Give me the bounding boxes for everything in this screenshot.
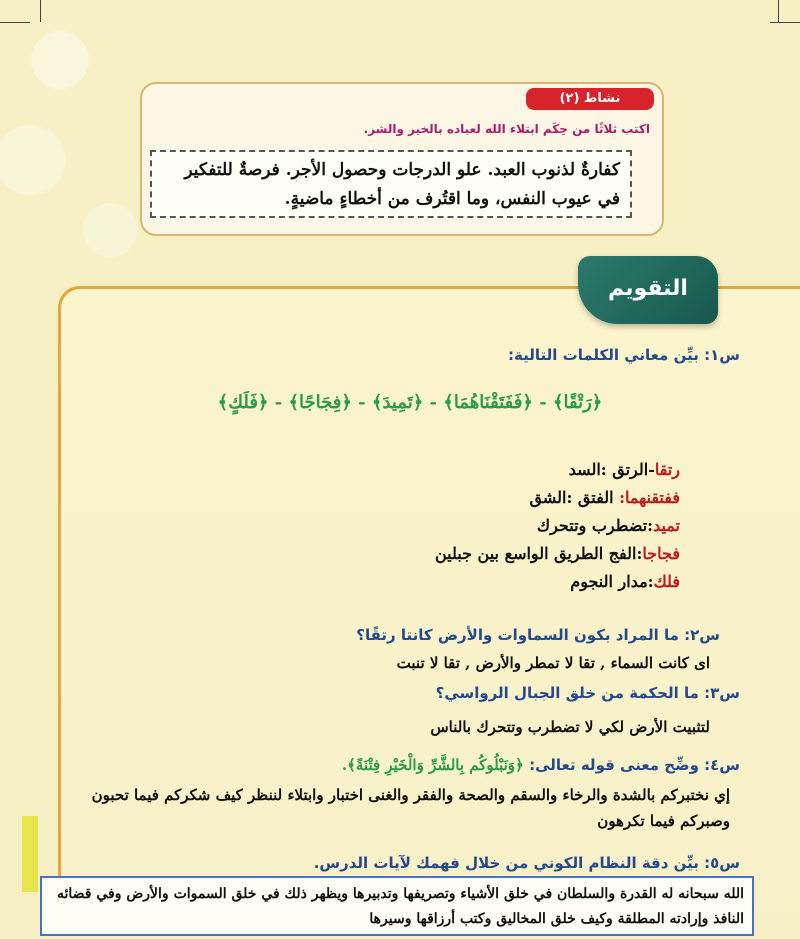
definition-text: -الرتق :السد (568, 460, 655, 479)
question-1: س١: بيِّن معاني الكلمات التالية: (508, 346, 740, 364)
answer-4[interactable]: إي نختبركم بالشدة والرخاء والسقم والصحة والفقر والغنى اختبار وابتلاء لننظر كيف شكركم فيما تحبون وصبركم فيما تكرهون (91, 786, 730, 830)
activity-badge: نشاط (٢) (526, 88, 654, 110)
definition-text: :تضطرب وتتحرك (536, 516, 654, 535)
crop-mark (778, 0, 779, 22)
answer-5-field[interactable]: الله سبحانه له القدرة والسلطان في خلق الأشياء وتصريفها وتدبيرها ويظهر ذلك في خلق السموات والأرض وفي قضائه النافذ وإرادته المطلقة وكيف خلق المخاليق وكتب أرزاقها وسيرها (40, 876, 754, 936)
definitions-list (260, 456, 680, 596)
definition-text: :مدار النجوم (570, 572, 654, 591)
question-4-prefix: س٤: وضِّح معنى قوله تعالى: (529, 756, 740, 774)
definition-item (260, 540, 680, 568)
definition-term: فلك (653, 572, 680, 591)
activity-prompt: اكتب ثلاثًا من حِكَم ابتلاء الله لعباده بالخير والشر. (363, 122, 650, 136)
definition-text: :الفج الطريق الواسع بين جبلين (434, 544, 643, 563)
question-3: س٣: ما الحكمة من خلق الجبال الرواسي؟ (435, 684, 740, 702)
side-marker (22, 816, 38, 892)
definition-item (260, 512, 680, 540)
crop-mark (40, 0, 41, 22)
definition-term: ففتقنهما: (619, 488, 680, 507)
crop-mark (0, 22, 30, 23)
definition-term: تميد (653, 516, 680, 535)
question-4 (200, 756, 740, 774)
quran-words: ﴿رَتْقًا﴾ - ﴿فَفَتَقْنَاهُمَا﴾ - ﴿تَمِيدَ﴾ - ﴿فِجَاجًا﴾ - ﴿فَلَكٍ﴾ (217, 392, 603, 413)
activity-answer-field[interactable]: كفارةٌ لذنوب العبد. علو الدرجات وحصول الأجر. فرصةٌ للتفكير في عيوب النفس، وما اقتُرف من أخطاءٍ ماضيةٍ. (150, 150, 632, 218)
evaluation-title: التقويم (578, 256, 718, 324)
question-5: س٥: بيِّن دقة النظام الكوني من خلال فهمك لآيات الدرس. (313, 854, 740, 872)
question-4-ayah: ﴿وَنَبْلُوكُم بِالشَّرِّ وَالْخَيْرِ فِتْنَةً﴾. (341, 756, 524, 774)
decorative-pattern (0, 0, 150, 300)
definition-term: فجاجا (642, 544, 680, 563)
crop-mark (770, 22, 800, 23)
definition-item (260, 484, 680, 512)
definition-item (260, 456, 680, 484)
answer-2[interactable]: اى كانت السماء , تقا لا تمطر والأرض , تقا لا تنبت (396, 654, 710, 672)
definition-item (260, 568, 680, 596)
question-2: س٢: ما المراد بكون السماوات والأرض كانتا رتقًا؟ (356, 626, 720, 644)
answer-3[interactable]: لتثبيت الأرض لكي لا تضطرب وتتحرك بالناس (430, 718, 710, 736)
definition-term: رتقا (654, 460, 680, 479)
definition-text: الفتق :الشق (529, 488, 620, 507)
